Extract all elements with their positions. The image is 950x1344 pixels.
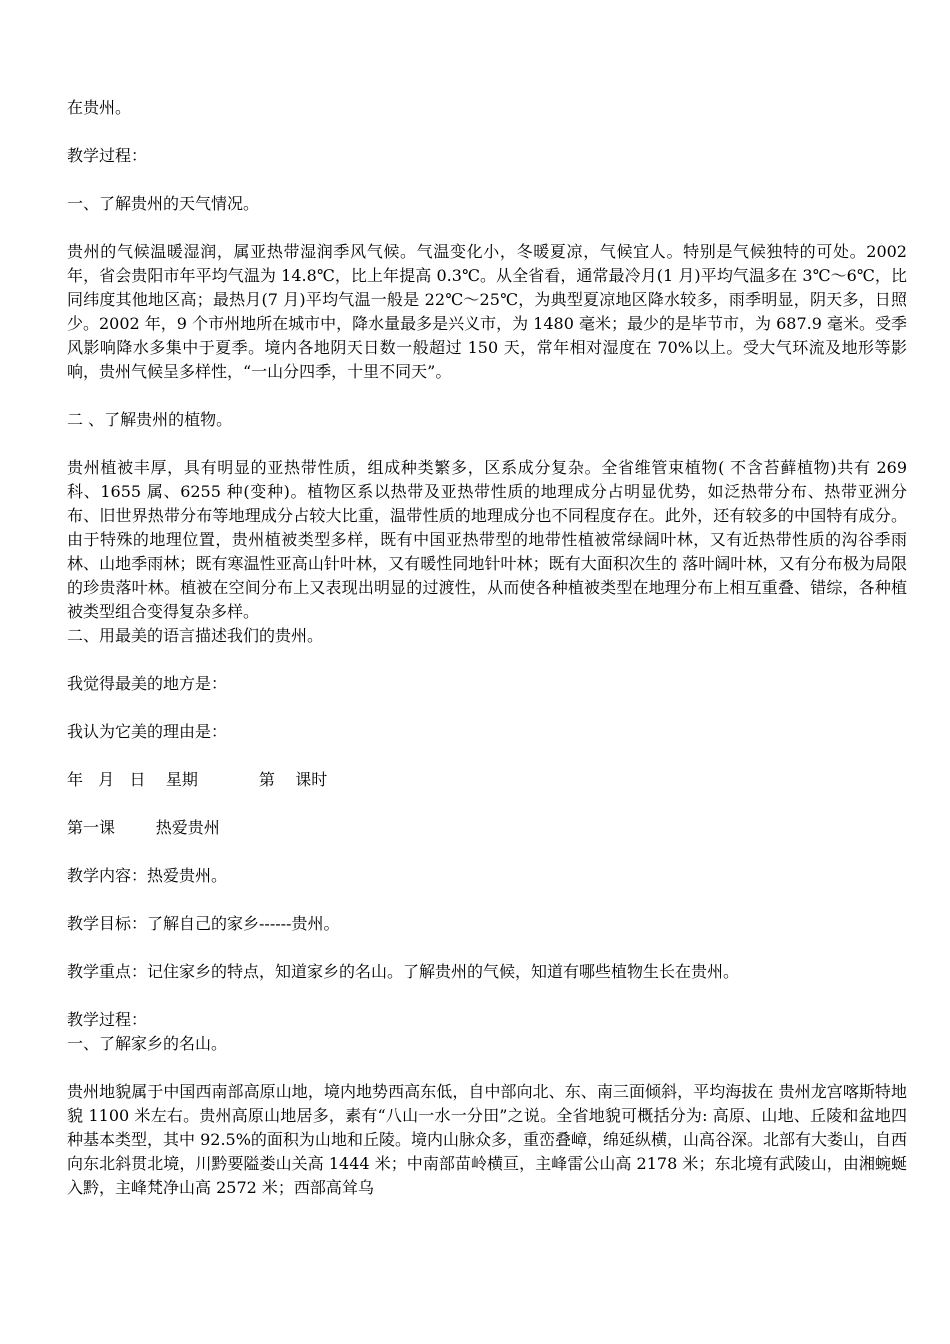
section-heading: 二 、了解贵州的植物。	[67, 410, 233, 429]
section-heading: 教学过程：	[67, 146, 148, 165]
paragraph-climate: 贵州的气候温暖湿润，属亚热带湿润季风气候。气温变化小，冬暖夏凉，气候宜人。特别是气候独特的可处。2002 年，省会贵阳市年平均气温为 14.8℃，比上年提高 0.3℃。从全省看，通常最冷月(1 月)平均气温多在 3℃～6℃，比同纬度其他地区高；最热月(7 月)平均气温一般是 22℃～25℃，为典型夏凉地区降水较多，雨季明显，阴天多，日照少。2002 年，9 个市州地所在城市中，降水量最多是兴义市，为 1480 毫米；最少的是毕节市，为 687.9 毫米。受季风影响降水多集中于夏季。境内各地阴天日数一般超过 150 天，常年相对湿度在 70%以上。受大气环流及地形等影响，贵州气候呈多样性，“一山分四季，十里不同天”。	[67, 242, 907, 381]
text-line: 教学重点：记住家乡的特点，知道家乡的名山。了解贵州的气候，知道有哪些植物生长在贵州。	[67, 962, 740, 981]
text-line: 教学目标：了解自己的家乡------贵州。	[67, 914, 340, 933]
text-line: 在贵州。	[67, 98, 132, 117]
lesson-title: 第一课 热爱贵州	[67, 818, 220, 837]
section-heading: 二、用最美的语言描述我们的贵州。	[67, 626, 324, 645]
section-heading: 一、了解贵州的天气情况。	[67, 194, 260, 213]
text-line: 教学内容：热爱贵州。	[67, 866, 228, 885]
prompt-line: 我觉得最美的地方是：	[67, 674, 228, 693]
section-heading: 教学过程：	[67, 1010, 148, 1029]
document-page	[67, 96, 907, 1200]
section-heading: 一、了解家乡的名山。	[67, 1034, 228, 1053]
paragraph-mountains: 贵州地貌属于中国西南部高原山地，境内地势西高东低，自中部向北、东、南三面倾斜，平均海拔在 贵州龙宫喀斯特地貌 1100 米左右。贵州高原山地居多，素有“八山一水一分田”之说。全省地貌可概括分为: 高原、山地、丘陵和盆地四种基本类型，其中 92.5%的面积为山地和丘陵。境内山脉众多，重峦叠嶂，绵延纵横，山高谷深。北部有大娄山，自西向东北斜贯北境，川黔要隘娄山关高 1444 米；中南部苗岭横亘，主峰雷公山高 2178 米；东北境有武陵山，由湘蜿蜒入黔，主峰梵净山高 2572 米；西部高耸乌	[67, 1082, 907, 1197]
prompt-line: 我认为它美的理由是：	[67, 722, 228, 741]
paragraph-plants: 贵州植被丰厚，具有明显的亚热带性质，组成种类繁多，区系成分复杂。全省维管束植物( 不含苔藓植物)共有 269 科、1655 属、6255 种(变种)。植物区系以热带及亚热带性质的地理成分占明显优势，如泛热带分布、热带亚洲分布、旧世界热带分布等地理成分占较大比重，温带性质的地理成分也不同程度存在。此外，还有较多的中国特有成分。由于特殊的地理位置，贵州植被类型多样，既有中国亚热带型的地带性植被常绿阔叶林，又有近热带性质的沟谷季雨林、山地季雨林；既有寒温性亚高山针叶林，又有暖性同地针叶林；既有大面积次生的 落叶阔叶林，又有分布极为局限的珍贵落叶林。植被在空间分布上又表现出明显的过渡性，从而使各种植被类型在地理分布上相互重叠、错综，各种植被类型组合变得复杂多样。	[67, 458, 907, 621]
date-line: 年 月 日 星期 第 课时	[67, 770, 328, 789]
